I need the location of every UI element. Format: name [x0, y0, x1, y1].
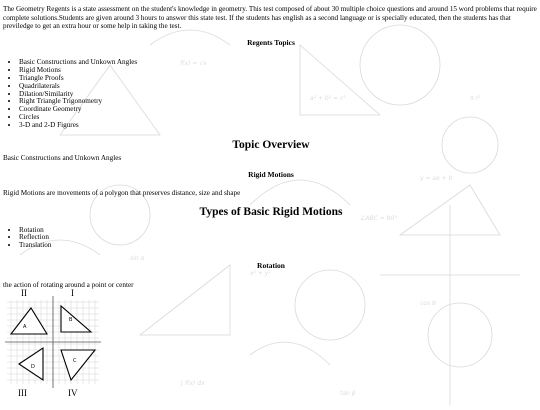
quadrant-i: I [71, 288, 74, 298]
quadrant-iii: III [18, 388, 27, 398]
rotation-text: the action of rotating around a point or center [3, 280, 134, 289]
svg-text:x² + y²: x² + y² [250, 270, 271, 277]
label-a: A [23, 324, 27, 330]
svg-text:y = ax + b: y = ax + b [420, 175, 453, 182]
svg-text:∫ f(x) dx: ∫ f(x) dx [180, 380, 205, 387]
svg-text:∠ABC = 90°: ∠ABC = 90° [360, 215, 398, 222]
list-item: • Circles [19, 114, 539, 122]
quadrant-iv: IV [68, 388, 78, 398]
rigid-motions-heading: Rigid Motions [248, 169, 294, 179]
triangle-a [11, 308, 47, 334]
rotation-diagram [3, 288, 103, 398]
types-list [3, 227, 539, 250]
types-heading: Types of Basic Rigid Motions [199, 205, 343, 218]
rotation-heading: Rotation [257, 260, 285, 270]
list-item: • Right Triangle Trigonometry [19, 98, 539, 106]
page-content [3, 5, 539, 289]
topic-overview-heading: Topic Overview [232, 138, 310, 151]
list-item: • Rigid Motions [19, 67, 539, 75]
list-item: • Basic Constructions and Unkown Angles [19, 59, 539, 67]
rigid-motions-text: Rigid Motions are movements of a polygon that preserves distance, size and shape [3, 189, 241, 198]
svg-text:cos θ: cos θ [420, 300, 436, 307]
quadrant-ii: II [21, 288, 27, 298]
label-d: D [31, 364, 35, 370]
svg-text:sin α: sin α [130, 255, 145, 262]
topics-list [3, 59, 539, 129]
list-item: • Coordinate Geometry [19, 106, 539, 114]
svg-text:π r²: π r² [470, 95, 481, 102]
svg-text:f(x) = √x: f(x) = √x [180, 60, 207, 67]
svg-text:a² + b² = c²: a² + b² = c² [310, 95, 346, 102]
list-item: • Quadrilaterals [19, 83, 539, 91]
list-item: • Dilation/Similarity [19, 91, 539, 99]
list-item: • Triangle Proofs [19, 75, 539, 83]
regents-topics-heading: Regents Topics [247, 37, 295, 47]
list-item: • 3-D and 2-D Figures [19, 122, 539, 130]
label-b: B [69, 317, 73, 323]
list-item: • Translation [19, 242, 539, 250]
list-item: • Rotation [19, 227, 539, 235]
list-item: • Reflection [19, 234, 539, 242]
triangle-b [61, 306, 91, 332]
basic-constructions-text: Basic Constructions and Unkown Angles [3, 154, 122, 163]
triangle-c [61, 350, 95, 380]
intro-paragraph: The Geometry Regents is a state assessment on the student's knowledge in geometry. This test composed of about 30 multiple choice questions and around 15 word problems that require complete solutions.Students are given around 3 hours to answer this state test. If the students has english as a second language or is specially educated, then the students has that previledge to get an extra hour or some help in taking the test. [3, 5, 537, 31]
svg-text:tan β: tan β [340, 390, 356, 397]
label-c: C [73, 358, 77, 364]
